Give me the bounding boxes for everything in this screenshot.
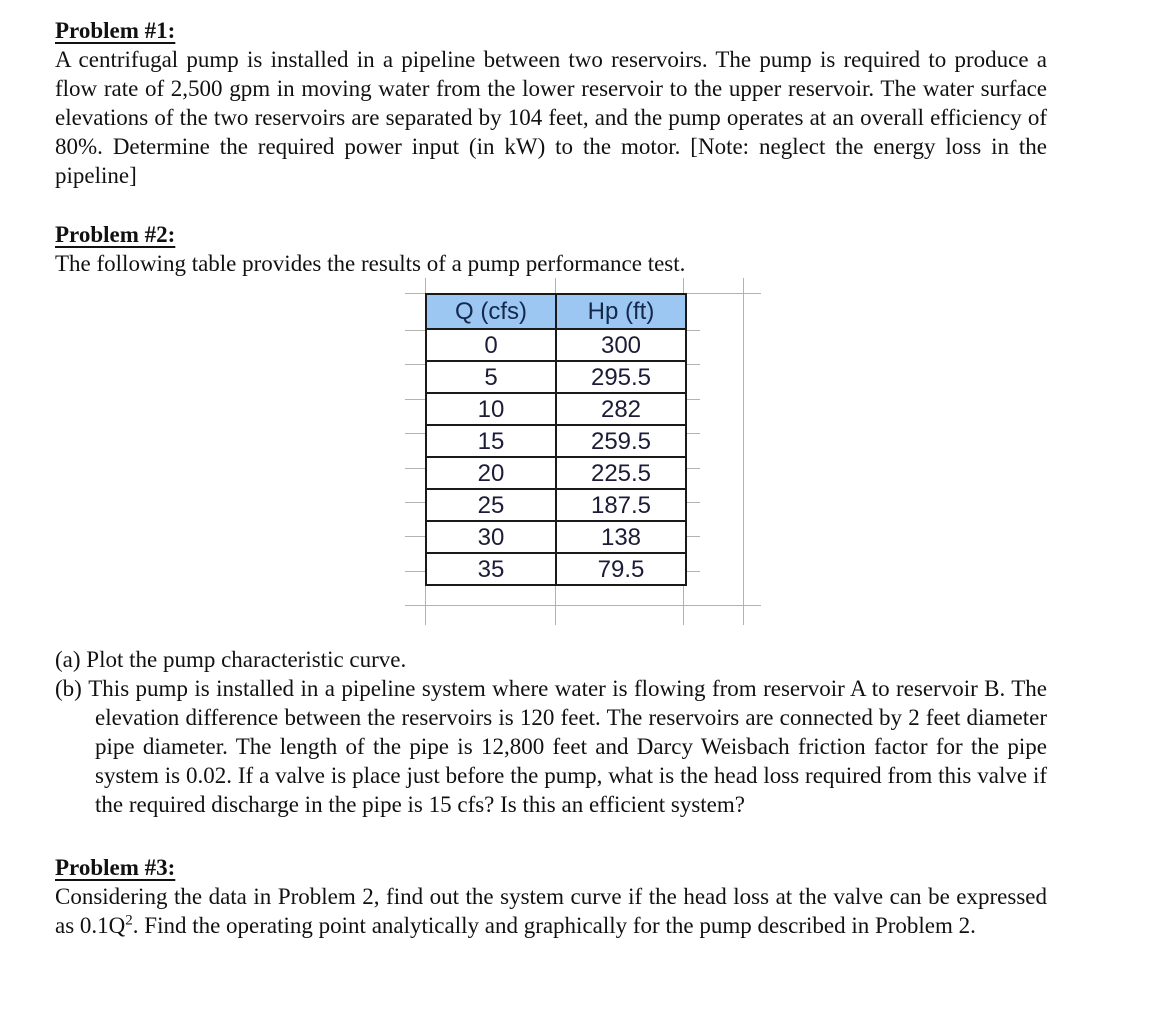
table-cell: 259.5 — [556, 425, 686, 457]
problem1-heading: Problem #1: — [55, 18, 176, 43]
table-cell: 5 — [426, 361, 556, 393]
table-cell: 15 — [426, 425, 556, 457]
part-a — [55, 645, 1047, 674]
table-header-q: Q (cfs) — [426, 294, 556, 329]
table-row — [426, 361, 686, 393]
table-row — [426, 457, 686, 489]
table-cell: 187.5 — [556, 489, 686, 521]
table-row — [426, 521, 686, 553]
table-cell: 30 — [426, 521, 556, 553]
problem2-heading: Problem #2: — [55, 222, 176, 247]
table-header-row — [426, 294, 686, 329]
problem3-text-after: . Find the operating point analytically and graphically for the pump described in Problem 2. — [132, 913, 976, 938]
table-cell: 25 — [426, 489, 556, 521]
table-header-hp: Hp (ft) — [556, 294, 686, 329]
problem2-parts — [55, 645, 1047, 819]
pump-table-region — [405, 278, 761, 625]
table-row — [426, 553, 686, 585]
problem3-heading: Problem #3: — [55, 855, 176, 880]
table-cell: 10 — [426, 393, 556, 425]
part-b — [55, 674, 1047, 819]
table-cell: 300 — [556, 329, 686, 361]
part-a-label: (a) — [55, 647, 81, 672]
faint-gridline-horizontal — [405, 605, 761, 606]
pump-performance-table — [425, 293, 687, 586]
table-cell: 79.5 — [556, 553, 686, 585]
table-cell: 295.5 — [556, 361, 686, 393]
table-cell: 138 — [556, 521, 686, 553]
part-b-label: (b) — [55, 676, 82, 701]
table-row — [426, 489, 686, 521]
document-content — [55, 16, 1047, 940]
table-row — [426, 329, 686, 361]
table-cell: 20 — [426, 457, 556, 489]
problem3-exponent: 2 — [125, 912, 133, 929]
pump-table-body — [426, 329, 686, 585]
table-row — [426, 425, 686, 457]
table-cell: 0 — [426, 329, 556, 361]
table-cell: 282 — [556, 393, 686, 425]
table-cell: 35 — [426, 553, 556, 585]
problem1-body: A centrifugal pump is installed in a pipeline between two reservoirs. The pump is required to produce a flow rate of 2,500 gpm in moving water from the lower reservoir to the upper reservoir. The water surface elevations of the two reservoirs are separated by 104 feet, and the pump operates at an overall efficiency of 80%. Determine the required power input (in kW) to the motor. [Note: neglect the energy loss in the pipeline] — [55, 47, 1047, 188]
part-a-text: Plot the pump characteristic curve. — [86, 647, 407, 672]
faint-gridline-vertical — [743, 278, 744, 625]
problem2-intro: The following table provides the results of a pump performance test. — [55, 251, 686, 276]
part-b-text: This pump is installed in a pipeline system where water is flowing from reservoir A to reservoir B. The elevation difference between the reservoirs is 120 feet. The reservoirs are connected by 2 feet diameter pipe diameter. The length of the pipe is 12,800 feet and Darcy Weisbach friction factor for the pipe system is 0.02. If a valve is place just before the pump, what is the head loss required from this valve if the required discharge in the pipe is 15 cfs? Is this an efficient system? — [88, 676, 1048, 817]
table-row — [426, 393, 686, 425]
table-cell: 225.5 — [556, 457, 686, 489]
problem3-body — [55, 882, 1047, 940]
problem3-text-before: Considering the data in Problem 2, find out the system curve if the head loss at the valve can be expressed as 0.1Q — [55, 884, 1047, 938]
